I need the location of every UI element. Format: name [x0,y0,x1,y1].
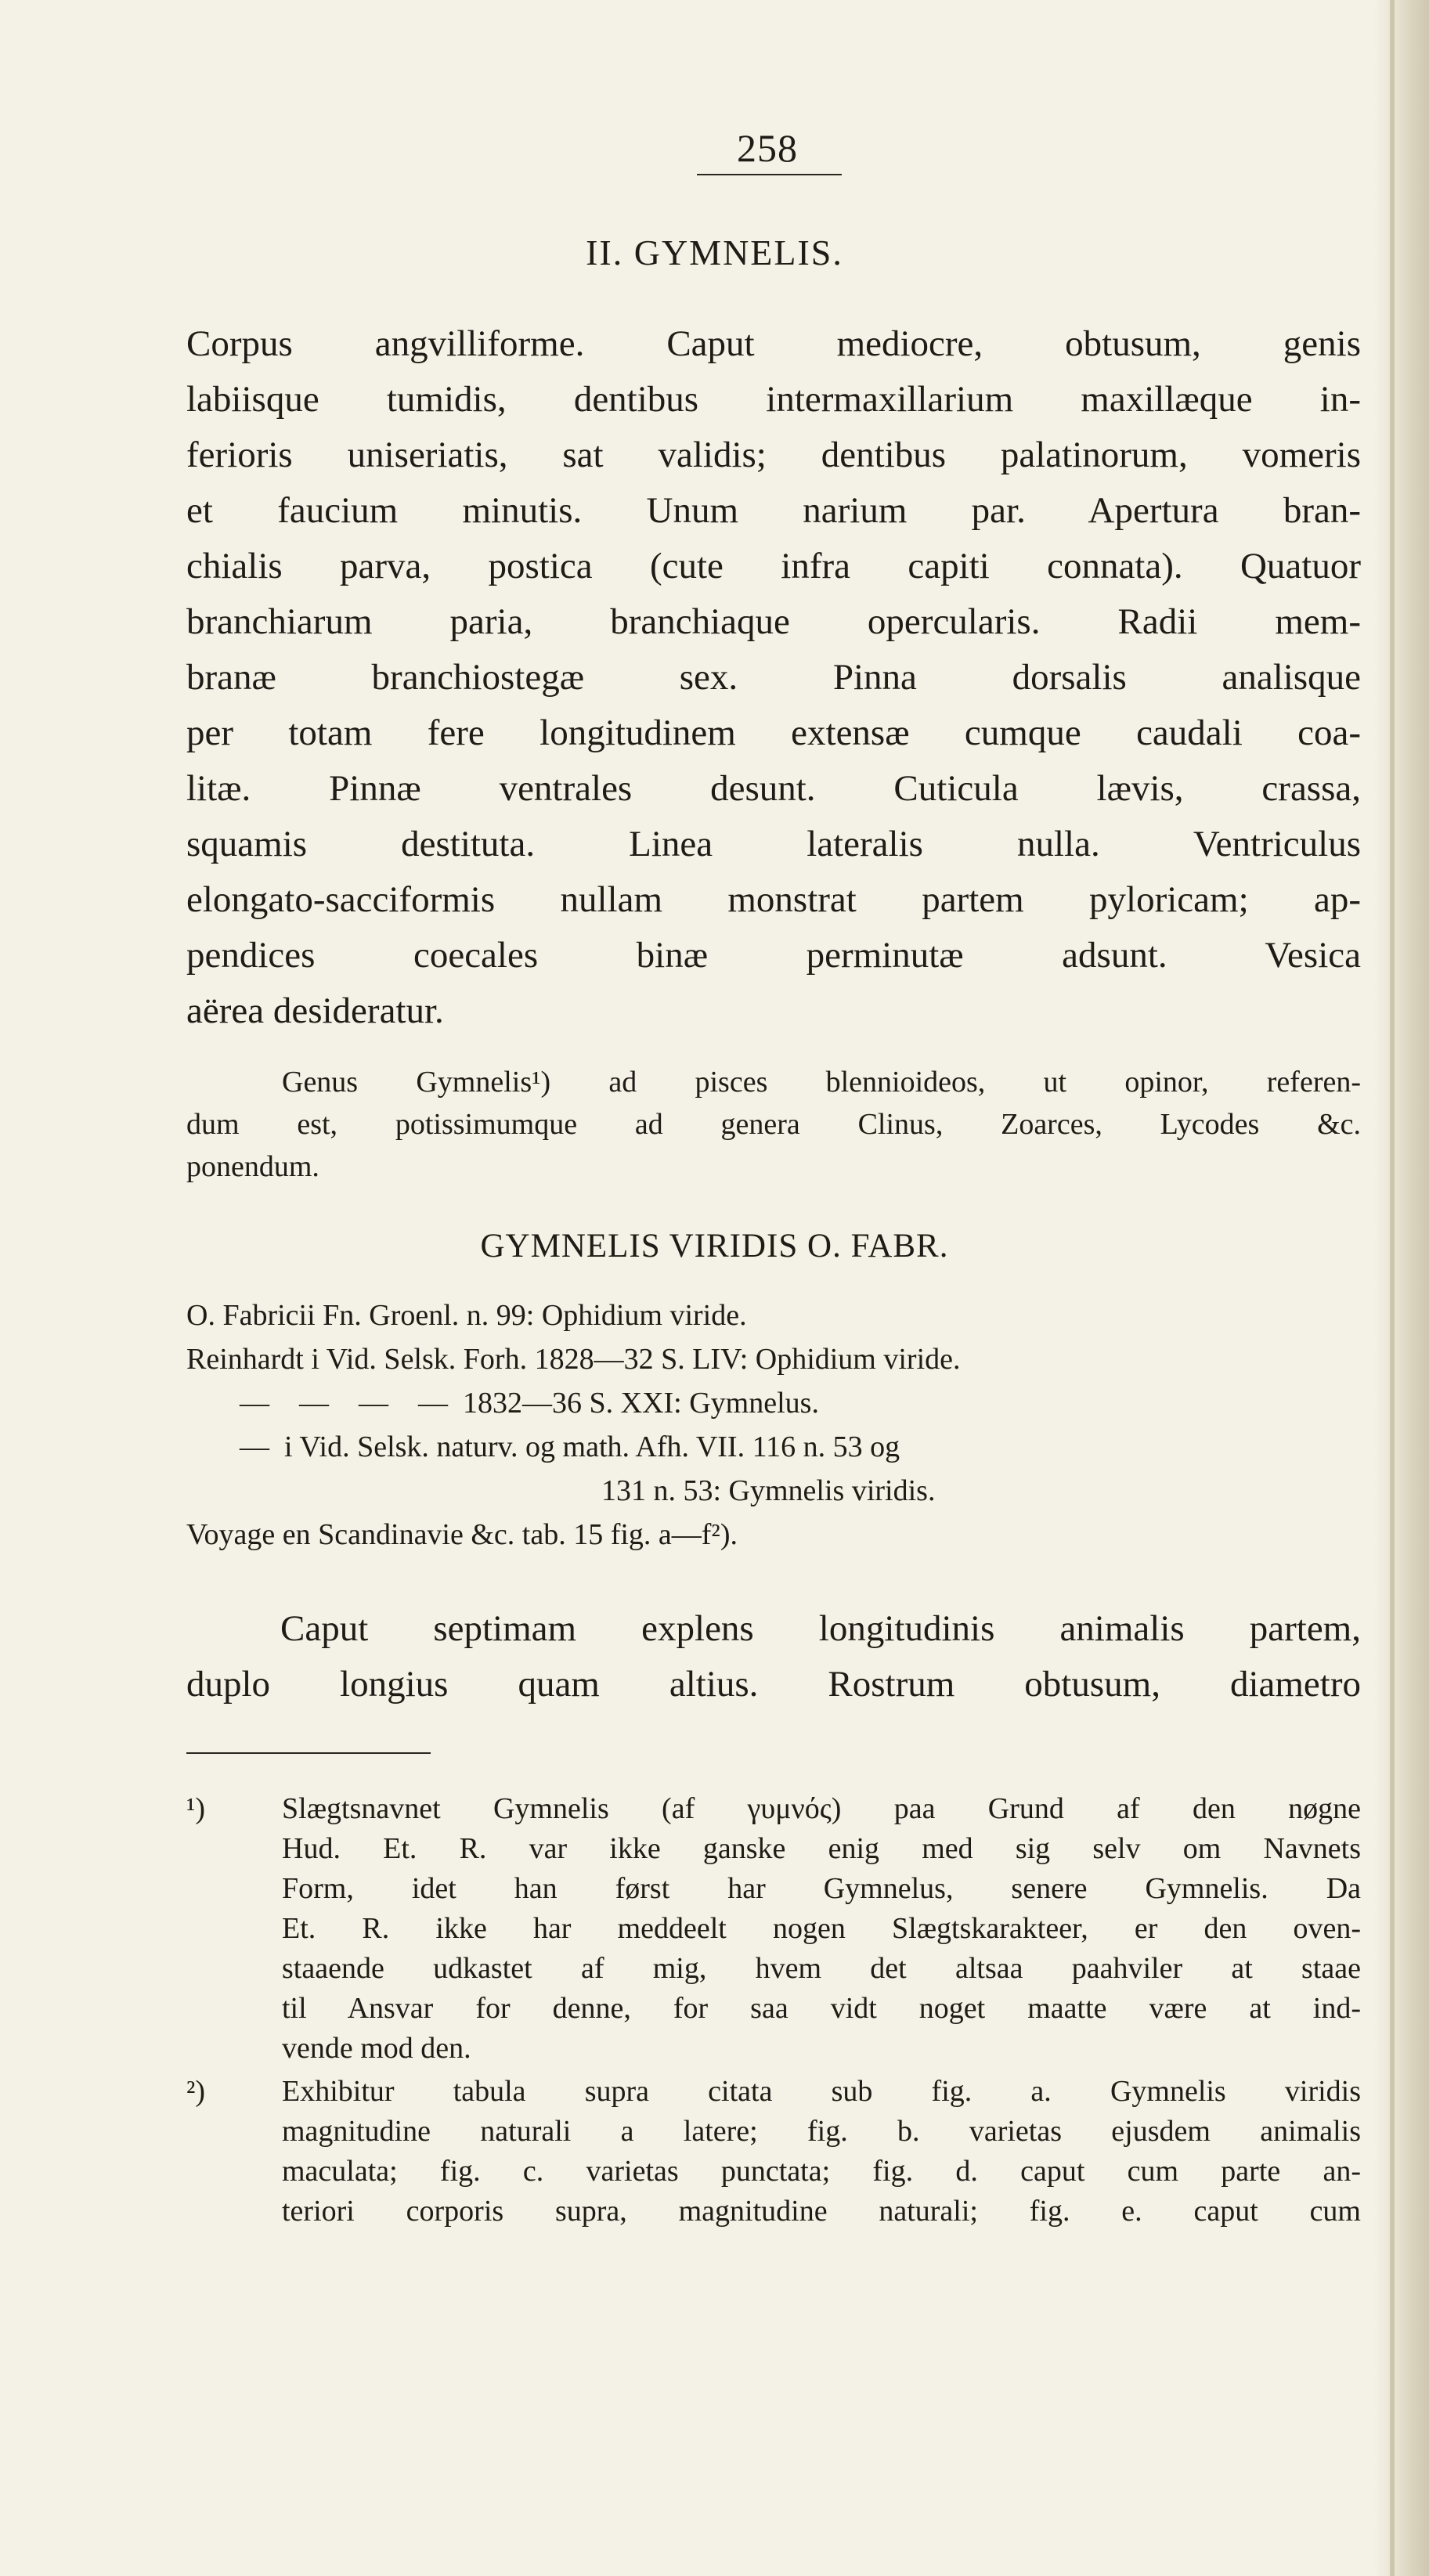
synonymy-line: Reinhardt i Vid. Selsk. Forh. 1828—32 S. LIV: Ophidium viride. [186,1343,961,1376]
footnote-1-line: til Ansvar for denne, for saa vidt noget maatte være at ind- [282,1992,1361,2025]
species-description-line: duplo longius quam altius. Rostrum obtusum, diametro [186,1664,1361,1705]
footnote-1-line: vende mod den. [282,2032,471,2065]
synonymy-line: 131 n. 53: Gymnelis viridis. [601,1474,936,1507]
footnote-1-line: Et. R. ikke har meddeelt nogen Slægtskarakteer, er den oven- [282,1912,1361,1945]
genus-note-line: Genus Gymnelis¹) ad pisces blennioideos, ut opinor, referen- [282,1066,1361,1099]
genus-note [186,1061,1361,1188]
genus-description-line: branchiarum paria, branchiaque opercularis. Radii mem- [186,601,1361,642]
genus-description-line: Corpus angvilliforme. Caput mediocre, obtusum, genis [186,323,1361,364]
footnote-1-line: staaende udkastet af mig, hvem det altsaa paahviler at staae [282,1952,1361,1985]
synonymy-line: Voyage en Scandinavie &c. tab. 15 fig. a—f²). [186,1518,738,1551]
synonymy-line: — — — — 1832—36 S. XXI: Gymnelus. [240,1387,819,1420]
genus-description-line: chialis parva, postica (cute infra capiti connata). Quatuor [186,546,1361,586]
species-description-line: Caput septimam explens longitudinis animalis partem, [280,1608,1361,1649]
species-description [186,1601,1361,1712]
footnote-2-line: magnitudine naturali a latere; fig. b. varietas ejusdem animalis [282,2115,1361,2148]
genus-note-line: ponendum. [186,1150,319,1183]
page-number: 258 [737,126,798,170]
footnote-1-mark: ¹) [186,1792,206,1825]
footnote-2-line: teriori corporis supra, magnitudine naturali; fig. e. caput cum [282,2195,1361,2228]
synonymy-line: — i Vid. Selsk. naturv. og math. Afh. VII. 116 n. 53 og [240,1431,900,1463]
genus-description-line: pendices coecales binæ perminutæ adsunt. Vesica [186,935,1361,976]
footnote-1-line: Hud. Et. R. var ikke ganske enig med sig selv om Navnets [282,1832,1361,1865]
synonymy-line: O. Fabricii Fn. Groenl. n. 99: Ophidium viride. [186,1299,747,1332]
footnote-2-mark: ²) [186,2075,206,2108]
genus-description-line: elongato-sacciformis nullam monstrat partem pyloricam; ap- [186,879,1361,920]
footnote-2-line: maculata; fig. c. varietas punctata; fig. d. caput cum parte an- [282,2155,1361,2188]
section-title: II. GYMNELIS. [586,233,843,272]
footnote-2 [186,2072,1361,2231]
genus-description-line: et faucium minutis. Unum narium par. Apertura bran- [186,490,1361,531]
binding-edge [1390,0,1395,2576]
genus-description-line: litæ. Pinnæ ventrales desunt. Cuticula lævis, crassa, [186,768,1361,809]
genus-description-line: aërea desideratur. [186,990,444,1031]
page-number-rule [697,174,842,175]
genus-description-line: labiisque tumidis, dentibus intermaxillarium maxillæque in- [186,379,1361,420]
genus-note-line: dum est, potissimumque ad genera Clinus, Zoarces, Lycodes &c. [186,1108,1361,1141]
genus-description [186,316,1361,1039]
genus-description-line: ferioris uniseriatis, sat validis; dentibus palatinorum, vomeris [186,435,1361,475]
species-heading: GYMNELIS VIRIDIS O. FABR. [480,1228,949,1265]
genus-description-line: per totam fere longitudinem extensæ cumque caudali coa- [186,713,1361,753]
synonymy [186,1293,1361,1557]
footnote-1-line: Form, idet han først har Gymnelus, senere Gymnelis. Da [282,1872,1361,1905]
footnote-rule [186,1752,431,1754]
genus-description-line: squamis destituta. Linea lateralis nulla. Ventriculus [186,824,1361,864]
footnote-2-line: Exhibitur tabula supra citata sub fig. a. Gymnelis viridis [282,2075,1361,2108]
footnote-1 [186,1789,1361,2069]
genus-description-line: branæ branchiostegæ sex. Pinna dorsalis analisque [186,657,1361,698]
footnote-1-line: Slægtsnavnet Gymnelis (af γυμνός) paa Grund af den nøgne [282,1792,1361,1825]
page-edge [1374,0,1429,2576]
